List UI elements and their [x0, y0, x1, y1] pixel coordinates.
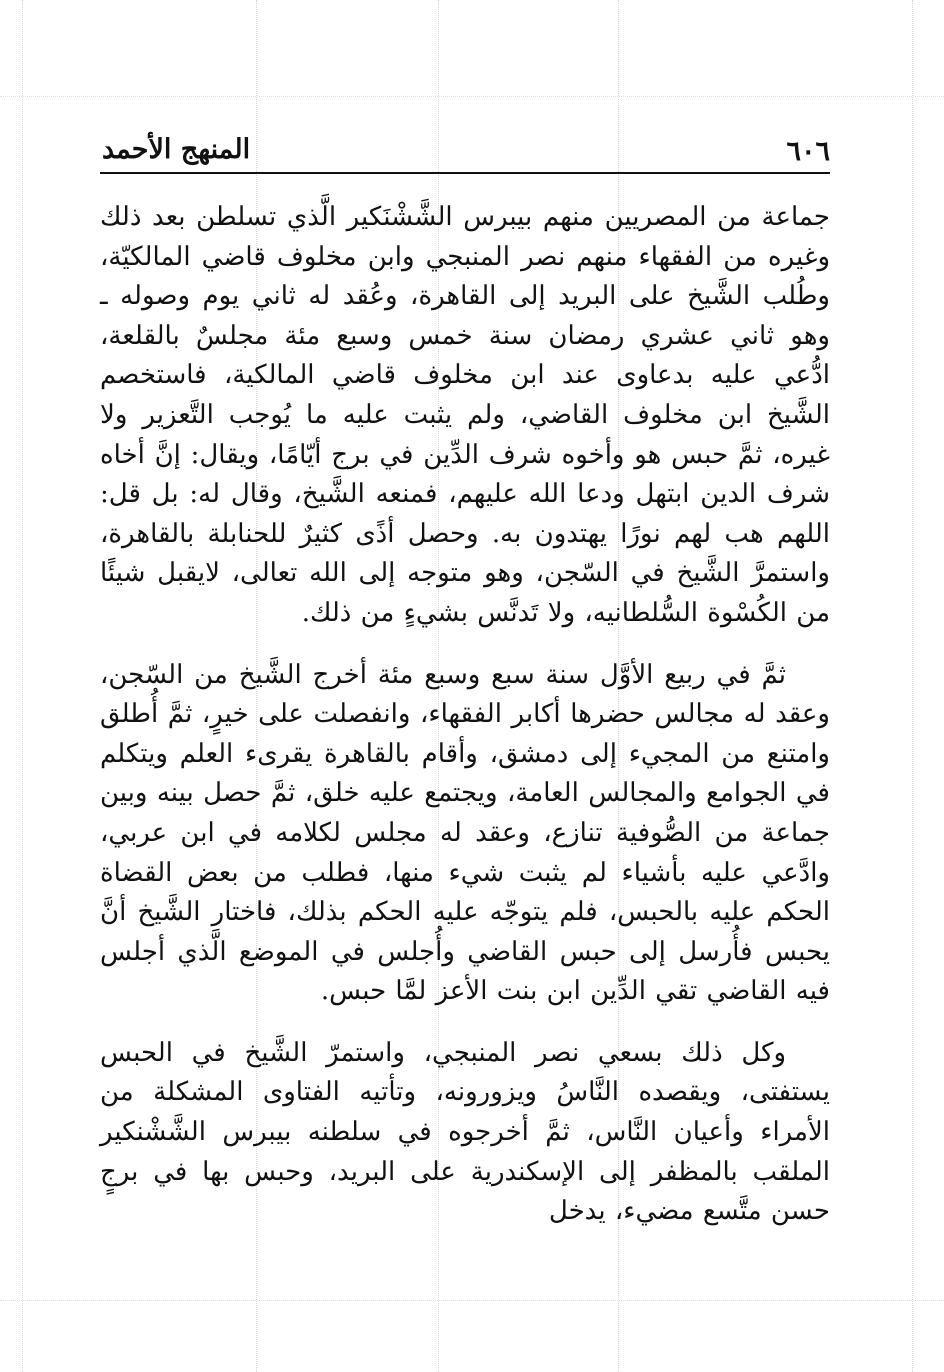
page-header — [100, 128, 830, 174]
paragraph: جماعة من المصريين منهم بيبرس الشَّشْنَكير الَّذي تسلطن بعد ذلك وغيره من الفقهاء منهم نصر المنبجي وابن مخلوف قاضي المالكيّة، وطُلب الشَّيخ على البريد إلى القاهرة، وعُقد له ثاني يوم وصوله ـ وهو ثاني عشري رمضان سنة خمس وسبع مئة مجلسٌ بالقلعة، ادُّعي عليه بدعاوى عند ابن مخلوف قاضي المالكية، فاستخصم الشَّيخ ابن مخلوف القاضي، ولم يثبت عليه ما يُوجب التَّعزير ولا غيره، ثمَّ حبس هو وأخوه شرف الدِّين في برج أيّامًا، ويقال: إنَّ أخاه شرف الدين ابتهل ودعا الله عليهم، فمنعه الشَّيخ، وقال له: بل قل: اللهم هب لهم نورًا يهتدون به. وحصل أذًى كثيرٌ للحنابلة بالقاهرة، واستمرَّ الشَّيخ في السّجن، وهو متوجه إلى الله تعالى، لايقبل شيئًا من الكُسْوة السُّلطانيه، ولا تَدنَّس بشيءٍ من ذلك. — [100, 202, 830, 628]
paragraph: ثمَّ في ربيع الأوَّل سنة سبع وسبع مئة أخرج الشَّيخ من السّجن، وعقد له مجالس حضرها أكابر الفقهاء، وانفصلت على خيرٍ، ثمَّ أُطلق وامتنع من المجيء إلى دمشق، وأقام بالقاهرة يقرىء العلم ويتكلم في الجوامع والمجالس العامة، ويجتمع عليه خلق، ثمَّ حصل بينه وبين جماعة من الصُّوفية تنازع، وعقد له مجلس لكلامه في ابن عربي، وادَّعي عليه بأشياء لم يثبت شيء منها، فطلب من بعض القضاة الحكم عليه بالحبس، فلم يتوجّه عليه الحكم بذلك، فاختار الشَّيخ أنَّ يحبس فأُرسل إلى حبس القاضي وأُجلس في الموضع الَّذي أجلس فيه القاضي تقي الدِّين ابن بنت الأعز لمَّا حبس. — [100, 659, 830, 1007]
scan-guide-line — [912, 0, 913, 1372]
running-title: المنهج الأحمد — [102, 134, 251, 165]
scan-guide-line — [0, 1300, 944, 1301]
page-number: ٦٠٦ — [786, 136, 830, 167]
scan-guide-line — [0, 96, 944, 97]
body-text — [100, 198, 830, 1232]
book-page — [100, 128, 830, 1254]
scan-guide-line — [22, 0, 23, 1372]
paragraph: وكل ذلك بسعي نصر المنبجي، واستمرّ الشَّيخ في الحبس يستفتى، ويقصده النَّاسُ ويزورونه، وتأتيه الفتاوى المشكلة من الأمراء وأعيان النَّاس، ثمَّ أخرجوه في سلطنه بيبرس الشَّشْنكير الملقب بالمظفر إلى الإسكندرية على البريد، وحبس بها في برجٍ حسن متَّسع مضيء، يدخل — [100, 1037, 830, 1227]
